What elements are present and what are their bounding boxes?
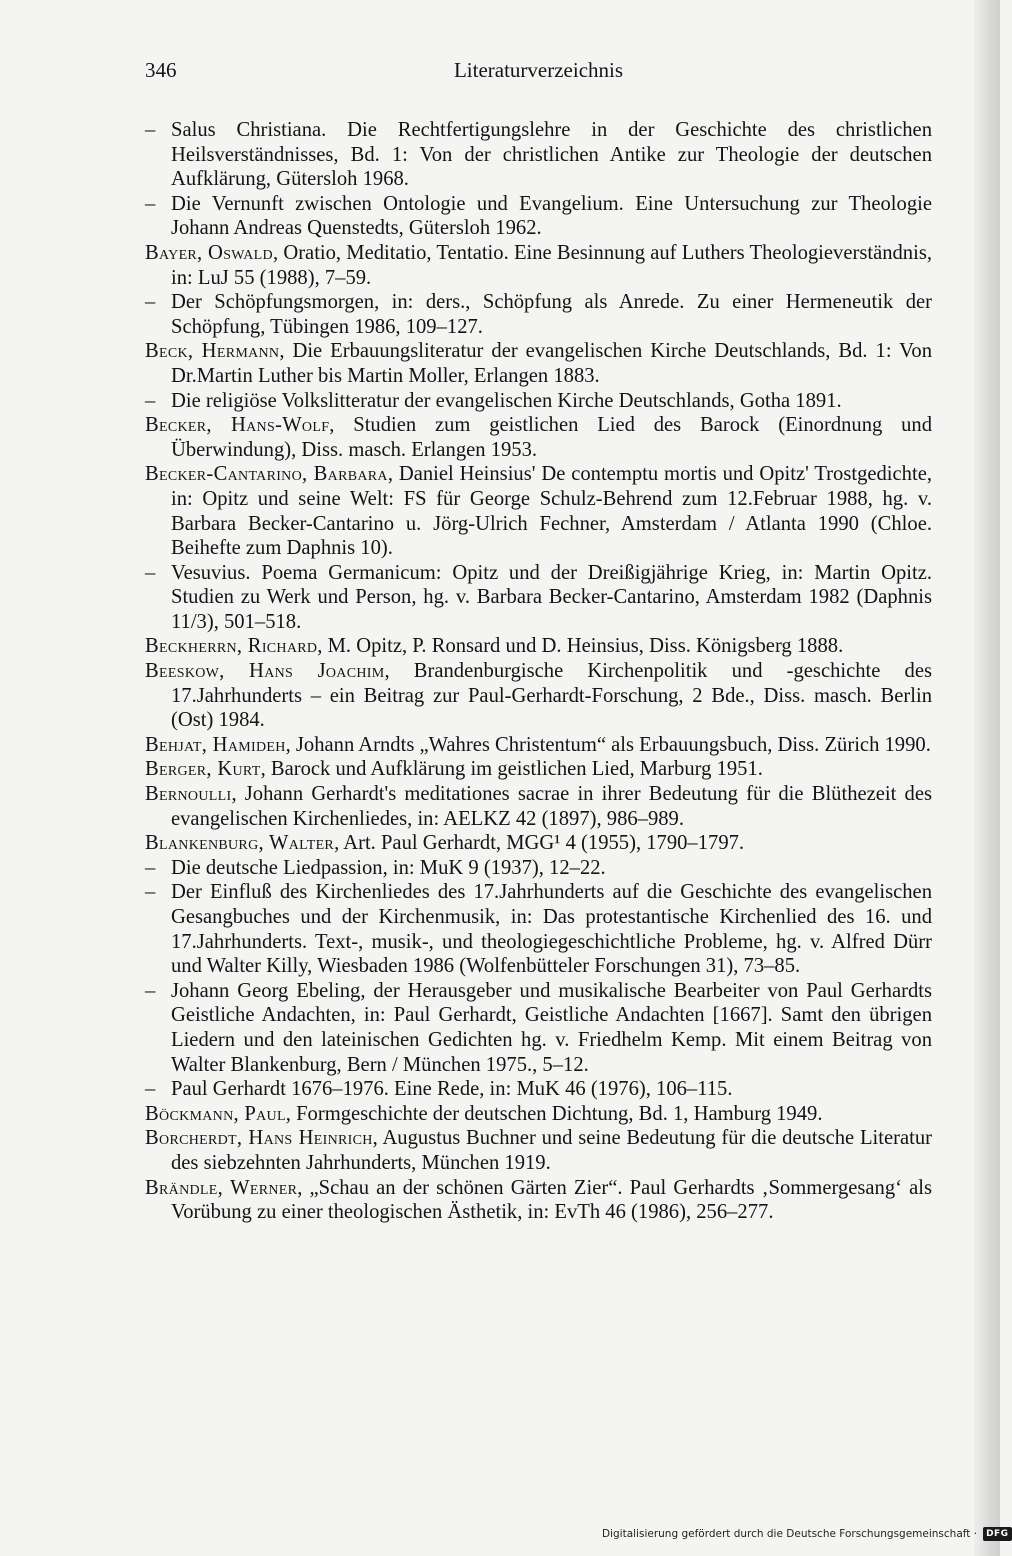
bibliography-entry [145,659,932,733]
bibliography-entry [145,1077,932,1102]
entry-author: Beeskow, Hans Joachim [145,660,385,683]
entry-author: Beck, Hermann [145,340,280,363]
bibliography-entry [145,241,932,290]
entry-author: Becker-Cantarino, Barbara [145,463,388,486]
entry-text: , Barock und Aufklärung im geistlichen Lied, Marburg 1951. [260,758,763,781]
bibliography-entry [145,1102,932,1127]
entry-text: Johann Georg Ebeling, der Herausgeber und musikalische Bearbeiter von Paul Gerhardts Geistliche Andachten, in: Paul Gerhardt, Geistliche Andachten [1667]. Samt den übrigen Liedern und den lateinischen Gedichten hg. v. Friedhelm Kemp. Mit einem Beitrag von Walter Blankenburg, Bern / München 1975., 5–12. [171,979,932,1076]
entry-text: Die Vernunft zwischen Ontologie und Evangelium. Eine Untersuchung zur Theologie Johann Andreas Quenstedts, Gütersloh 1962. [171,192,932,240]
bibliography-entry [145,782,932,831]
entry-author: Berger, Kurt [145,758,261,781]
bibliography-entry [145,856,932,881]
bibliography-entry [145,561,932,635]
footer-credit [602,1524,1009,1544]
entry-text: Die deutsche Liedpassion, in: MuK 9 (1937), 12–22. [171,856,606,879]
bibliography-list [145,118,932,1225]
entry-text: Paul Gerhardt 1676–1976. Eine Rede, in: MuK 46 (1976), 106–115. [171,1078,733,1101]
bibliography-entry [145,979,932,1077]
dfg-logo: DFG [983,1527,1012,1541]
bibliography-entry [145,1176,932,1225]
entry-text: , Daniel Heinsius' De contemptu mortis und Opitz' Trostgedichte, in: Opitz und seine Welt: FS für George Schulz-Behrend zum 12.Februar 1988, hg. v. Barbara Becker-Cantarino u. Jörg-Ulrich Fechner, Amsterdam / Atlanta 1990 (Chloe. Beihefte zum Daphnis 10). [171,463,932,560]
entry-author: Böckmann, Paul [145,1102,286,1125]
entry-text: , Augustus Buchner und seine Bedeutung für die deutsche Literatur des siebzehnten Jahrhunderts, München 1919. [171,1127,933,1174]
bibliography-entry [145,462,932,560]
entry-text: , Art. Paul Gerhardt, MGG¹ 4 (1955), 1790–1797. [334,832,745,855]
entry-text: , Studien zum geistlichen Lied des Barock (Einordnung und Überwindung), Diss. masch. Erlangen 1953. [171,414,932,461]
page-number: 346 [145,58,177,82]
bibliography-entry [145,634,932,659]
entry-text: , Formgeschichte der deutschen Dichtung, Bd. 1, Hamburg 1949. [285,1102,823,1125]
bibliography-entry [145,880,932,978]
entry-author: Blankenburg, Walter [145,832,335,855]
bibliography-entry [145,757,932,782]
entry-author: Borcherdt, Hans Heinrich [145,1127,373,1150]
bibliography-entry [145,339,932,388]
entry-text: , „Schau an der schönen Gärten Zier“. Paul Gerhardts ‚Sommergesang‘ als Vorübung zu einer theologischen Ästhetik, in: EvTh 46 (1986), 256–277. [171,1176,933,1224]
entry-text: Salus Christiana. Die Rechtfertigungslehre in der Geschichte des christlichen Heilsverständnisses, Bd. 1: Von der christlichen Antike zur Theologie der deutschen Aufklärung, Gütersloh 1968. [171,119,932,191]
entry-text: Vesuvius. Poema Germanicum: Opitz und der Dreißigjährige Krieg, in: Martin Opitz. Studien zu Werk und Person, hg. v. Barbara Becker-Cantarino, Amsterdam 1982 (Daphnis 11/3), 501–518. [171,561,932,633]
entry-author: Bernoulli [145,783,232,806]
entry-text: , M. Opitz, P. Ronsard und D. Heinsius, Diss. Königsberg 1888. [317,635,844,658]
bibliography-entry [145,389,932,414]
entry-text: , Die Erbauungsliteratur der evangelischen Kirche Deutschlands, Bd. 1: Von Dr.Martin Luther bis Martin Moller, Erlangen 1883. [171,340,932,387]
bibliography-entry [145,1126,932,1175]
bibliography-entry [145,831,932,856]
entry-text: , Oratio, Meditatio, Tentatio. Eine Besinnung auf Luthers Theologieverständnis, in: LuJ 55 (1988), 7–59. [171,241,932,289]
bibliography-entry [145,733,932,758]
entry-author: Behjat, Hamideh [145,733,286,756]
entry-text: Der Einfluß des Kirchenliedes des 17.Jahrhunderts auf die Geschichte des evangelischen Gesangbuches und der Kirchenmusik, in: Das protestantische Kirchenlied des 16. und 17.Jahrhunderts. Text-, musik-, und theologiegeschichtliche Probleme, hg. v. Alfred Dürr und Walter Killy, Wiesbaden 1986 (Wolfenbütteler Forschungen 31), 73–85. [171,881,932,978]
entry-text: Der Schöpfungsmorgen, in: ders., Schöpfung als Anrede. Zu einer Hermeneutik der Schöpfung, Tübingen 1986, 109–127. [171,291,932,338]
bibliography-entry [145,192,932,241]
page-header [145,58,932,88]
running-title: Literaturverzeichnis [453,58,624,82]
entry-author: Brändle, Werner [145,1176,298,1199]
entry-author: Beckherrn, Richard [145,635,318,658]
footer-credit-text: Digitalisierung gefördert durch die Deutsche Forschungsgemeinschaft · [602,1528,978,1540]
bibliography-entry [145,118,932,192]
bibliography-entry [145,413,932,462]
entry-text: , Brandenburgische Kirchenpolitik und -geschichte des 17.Jahrhunderts – ein Beitrag zur Paul-Gerhardt-Forschung, 2 Bde., Diss. masch. Berlin (Ost) 1984. [171,660,932,732]
bibliography-entry [145,290,932,339]
entry-author: Becker, Hans-Wolf [145,414,330,437]
entry-text: Die religiöse Volkslitteratur der evangelischen Kirche Deutschlands, Gotha 1891. [171,389,842,412]
entry-text: , Johann Arndts „Wahres Christentum“ als Erbauungsbuch, Diss. Zürich 1990. [285,733,931,756]
entry-author: Bayer, Oswald [145,241,273,264]
entry-text: , Johann Gerhardt's meditationes sacrae in ihrer Bedeutung für die Blüthezeit des evangelischen Kirchenliedes, in: AELKZ 42 (1897), 986–989. [171,783,932,830]
scan-edge [974,0,1000,1556]
